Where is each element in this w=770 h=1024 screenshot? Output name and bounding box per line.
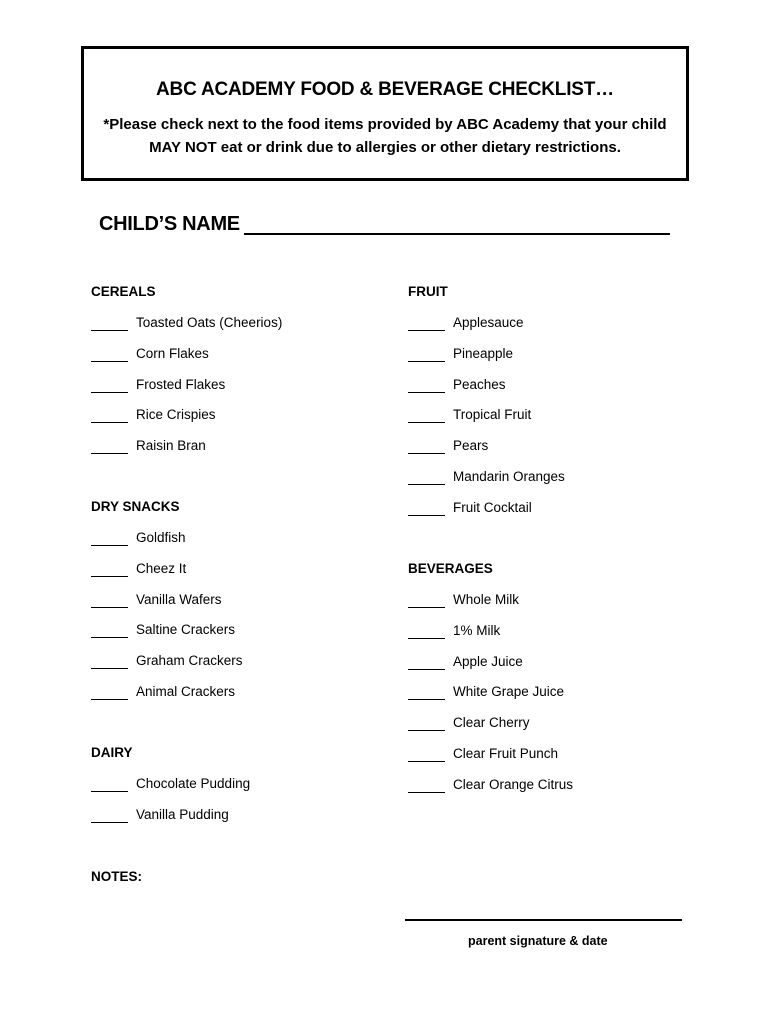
- section-heading-cereals: CEREALS: [91, 284, 156, 299]
- checkbox-blank[interactable]: [408, 422, 445, 423]
- checklist-item-label: Vanilla Wafers: [136, 591, 222, 607]
- checklist-item-label: Applesauce: [453, 315, 524, 330]
- checklist-item-label: Frosted Flakes: [136, 376, 226, 392]
- checkbox-blank[interactable]: [91, 392, 128, 393]
- checkbox-blank[interactable]: [91, 361, 128, 362]
- checkbox-blank[interactable]: [408, 638, 445, 639]
- checklist-item-label: Clear Cherry: [453, 715, 530, 731]
- checklist-item-label: Animal Crackers: [136, 684, 236, 699]
- checklist-item-label: 1% Milk: [453, 622, 501, 638]
- section-heading-fruit: FRUIT: [408, 284, 448, 299]
- child-name-label: CHILD’S NAME: [99, 213, 240, 235]
- checkbox-blank[interactable]: [408, 607, 445, 608]
- checklist-item-label: Raisin Bran: [136, 438, 206, 454]
- checkbox-blank[interactable]: [408, 330, 445, 331]
- checklist-item-label: Saltine Crackers: [136, 622, 236, 638]
- checklist-item-label: White Grape Juice: [453, 684, 565, 700]
- checklist-item-label: Cheez It: [136, 560, 187, 576]
- checklist-item-label: Whole Milk: [453, 592, 520, 607]
- checkbox-blank[interactable]: [91, 330, 128, 331]
- checkbox-blank[interactable]: [408, 730, 445, 731]
- checkbox-blank[interactable]: [408, 699, 445, 700]
- instructions-text: *Please check next to the food items provided by ABC Academy that your child MAY NOT eat or drink due to allergies or other dietary restrictions.: [103, 116, 667, 156]
- checkbox-blank[interactable]: [408, 453, 445, 454]
- checklist-item-label: Pears: [453, 438, 489, 454]
- checklist-item-label: Corn Flakes: [136, 345, 209, 361]
- checkbox-blank[interactable]: [408, 792, 445, 793]
- checklist-item-label: Goldfish: [136, 530, 186, 545]
- checklist-item-label: Rice Crispies: [136, 407, 216, 423]
- parent-signature-field[interactable]: [405, 919, 682, 921]
- checklist-item-label: Vanilla Pudding: [136, 806, 229, 822]
- checklist-item-label: Toasted Oats (Cheerios): [136, 315, 283, 330]
- checkbox-blank[interactable]: [91, 822, 128, 823]
- checkbox-blank[interactable]: [91, 545, 128, 546]
- section-heading-dairy: DAIRY: [91, 745, 133, 760]
- checklist-item-label: Clear Fruit Punch: [453, 746, 559, 761]
- checkbox-blank[interactable]: [408, 515, 445, 516]
- checkbox-blank[interactable]: [91, 699, 128, 700]
- checkbox-blank[interactable]: [91, 607, 128, 608]
- checklist-item-label: Apple Juice: [453, 653, 523, 669]
- header-box: [81, 46, 689, 181]
- checkbox-blank[interactable]: [408, 669, 445, 670]
- checkbox-blank[interactable]: [91, 637, 128, 638]
- checklist-item-label: Clear Orange Citrus: [453, 776, 574, 792]
- checkbox-blank[interactable]: [408, 761, 445, 762]
- checkbox-blank[interactable]: [91, 668, 128, 669]
- child-name-field[interactable]: [244, 233, 670, 235]
- checklist-item-label: Peaches: [453, 376, 506, 392]
- signature-caption: parent signature & date: [468, 934, 608, 948]
- checkbox-blank[interactable]: [91, 791, 128, 792]
- checkbox-blank[interactable]: [91, 453, 128, 454]
- checklist-item-label: Graham Crackers: [136, 653, 243, 669]
- checkbox-blank[interactable]: [91, 576, 128, 577]
- document-title: ABC ACADEMY FOOD & BEVERAGE CHECKLIST…: [156, 79, 614, 100]
- notes-label: NOTES:: [91, 869, 143, 884]
- checklist-item-label: Fruit Cocktail: [453, 499, 532, 515]
- checklist-item-label: Tropical Fruit: [453, 407, 532, 423]
- checklist-item-label: Mandarin Oranges: [453, 469, 565, 484]
- checklist-item-label: Chocolate Pudding: [136, 776, 251, 791]
- section-heading-beverages: BEVERAGES: [408, 561, 493, 576]
- section-heading-dry-snacks: DRY SNACKS: [91, 499, 180, 514]
- checkbox-blank[interactable]: [91, 422, 128, 423]
- checkbox-blank[interactable]: [408, 484, 445, 485]
- checklist-item-label: Pineapple: [453, 345, 514, 361]
- checkbox-blank[interactable]: [408, 361, 445, 362]
- checkbox-blank[interactable]: [408, 392, 445, 393]
